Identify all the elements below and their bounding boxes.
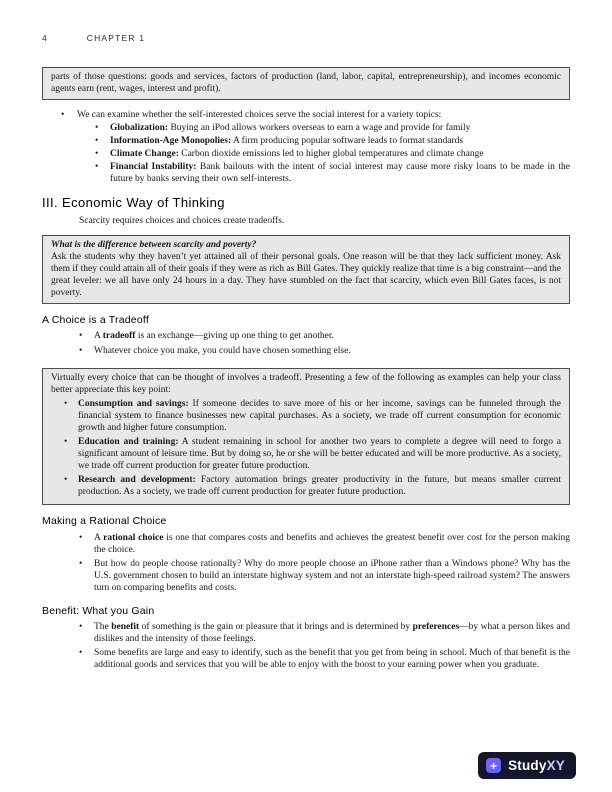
choice-tradeoff-list <box>42 330 570 356</box>
text-run: Some benefits are large and easy to identify, such as the benefit that you get from being in school. Much of that benefit is the additional goods and services that you will be able to enjoy with the boost to your earning power when you graduate. <box>94 648 570 671</box>
tradeoff-examples-list <box>51 398 561 499</box>
bold-term: preferences <box>412 622 460 633</box>
bold-term: Financial Instability: <box>110 162 197 173</box>
list-item <box>95 135 570 147</box>
continuation-note-text: parts of those questions: goods and services, factors of production (land, labor, capital, entrepreneurship), and incomes economic agents earn (rent, wages, interest and profit). <box>51 71 561 94</box>
list-item <box>95 122 570 134</box>
bold-term: Research and development: <box>78 475 196 486</box>
continuation-note-box <box>42 67 570 100</box>
list-item <box>64 398 561 434</box>
subheading-rational-choice: Making a Rational Choice <box>42 515 167 528</box>
text-run: Carbon dioxide emissions led to higher global temperatures and climate change <box>178 149 484 160</box>
text-run: The <box>94 622 112 633</box>
text-run: If someone decides to save more of his or her income, savings can be funneled through the financial system to finance businesses new capital purchases. As a society, we trade off current consumption for economic growth and higher future consumption. <box>78 398 561 433</box>
text-run: A student remaining in school for another two years to complete a degree will need to forgo a significant amount of leisure time. But by doing so, he or she will be better educated and will be more productive. As a society, we trade off current production for greater future production. <box>78 436 561 472</box>
bold-term: Climate Change: <box>110 149 179 160</box>
list-item <box>79 621 570 645</box>
benefit-list <box>42 621 570 671</box>
text-run: —by what a person likes and dislikes and the intensity of those feelings. <box>94 622 570 645</box>
list-item <box>79 558 570 594</box>
plus-icon: + <box>486 758 501 773</box>
text-run: is one that compares costs and benefits and achieves the greatest benefit over cost for the person making the choice. <box>94 532 570 555</box>
text-run: But how do people choose rationally? Why do more people choose an iPhone rather than a Windows phone? Why has the U.S. government chosen to build an interstate highway system and not an interstate high-speed railroad system? The answers turn on comparing benefits and costs. <box>94 558 570 593</box>
text-run: of something is the gain or pleasure that it brings and is determined by <box>139 622 413 633</box>
text-run: Buying an iPod allows workers overseas to earn a wage and provide for family <box>168 122 471 133</box>
bold-term: Consumption and savings: <box>78 398 189 409</box>
list-item <box>95 161 570 185</box>
rational-choice-list <box>42 532 570 594</box>
list-item <box>79 345 570 357</box>
list-item <box>95 148 570 160</box>
studyxy-logo <box>478 752 576 779</box>
bold-term: rational choice <box>103 532 164 543</box>
text-run: is an exchange—giving up one thing to get another. <box>135 331 334 342</box>
chapter-label: CHAPTER 1 <box>86 33 146 43</box>
list-item <box>79 330 570 342</box>
list-item <box>79 532 570 556</box>
tradeoff-examples-box <box>42 368 570 506</box>
page-header <box>42 33 570 44</box>
bold-term: Globalization: <box>110 122 169 133</box>
brand-wordmark-xy: XY <box>546 757 565 773</box>
text-run: A <box>94 532 104 543</box>
brand-wordmark-study: Study <box>508 757 547 773</box>
brand-wordmark <box>508 757 565 774</box>
box-body-text: Ask the students why they haven’t yet attained all of their personal goals. One reason will be that they lack sufficient money. Ask them if they could attain all of their goals if they were as rich as Bill Gates. They quickly realize that time is a big constraint—and the great leveler: we all have only 24 hours in a day. They have stumbled on the fact that scarcity, which even Bill Gates faces, is not poverty. <box>51 251 561 299</box>
text-run: Whatever choice you make, you could have chosen something else. <box>94 345 351 356</box>
box-title: What is the difference between scarcity and poverty? <box>51 239 257 250</box>
text-run: A firm producing popular software leads to format standards <box>231 136 464 147</box>
bold-term: tradeoff <box>102 331 136 342</box>
text-run: Factory automation brings greater productivity in the future, but means smaller current production. As a society, we trade off current production for greater future production. <box>78 475 562 498</box>
list-intro-text: We can examine whether the self-interested choices serve the social interest for a variety topics: <box>77 109 442 120</box>
list-item <box>64 474 561 498</box>
subheading-benefit: Benefit: What you Gain <box>42 604 155 617</box>
page-number: 4 <box>42 33 47 43</box>
list-item <box>61 109 570 185</box>
list-item <box>79 647 570 671</box>
section-subtext: Scarcity requires choices and choices create tradeoffs. <box>79 215 285 226</box>
list-item <box>64 436 561 472</box>
subheading-choice-tradeoff: A Choice is a Tradeoff <box>42 314 149 327</box>
section-heading: III. Economic Way of Thinking <box>42 195 225 211</box>
social-interest-list <box>42 109 570 185</box>
box-intro-text: Virtually every choice that can be thought of involves a tradeoff. Presenting a few of the following as examples can help your class better appreciate this key point: <box>51 372 561 395</box>
bold-term: Information-Age Monopolies: <box>110 136 232 147</box>
bold-term: benefit <box>111 622 140 633</box>
social-interest-sublist <box>77 122 570 185</box>
text-run: Bank bailouts with the intent of social interest may cause more risky loans to be made in the future by banks serving their own self-interests. <box>110 162 571 185</box>
text-run: A <box>94 331 103 342</box>
scarcity-poverty-box <box>42 235 570 304</box>
bold-term: Education and training: <box>78 436 179 447</box>
